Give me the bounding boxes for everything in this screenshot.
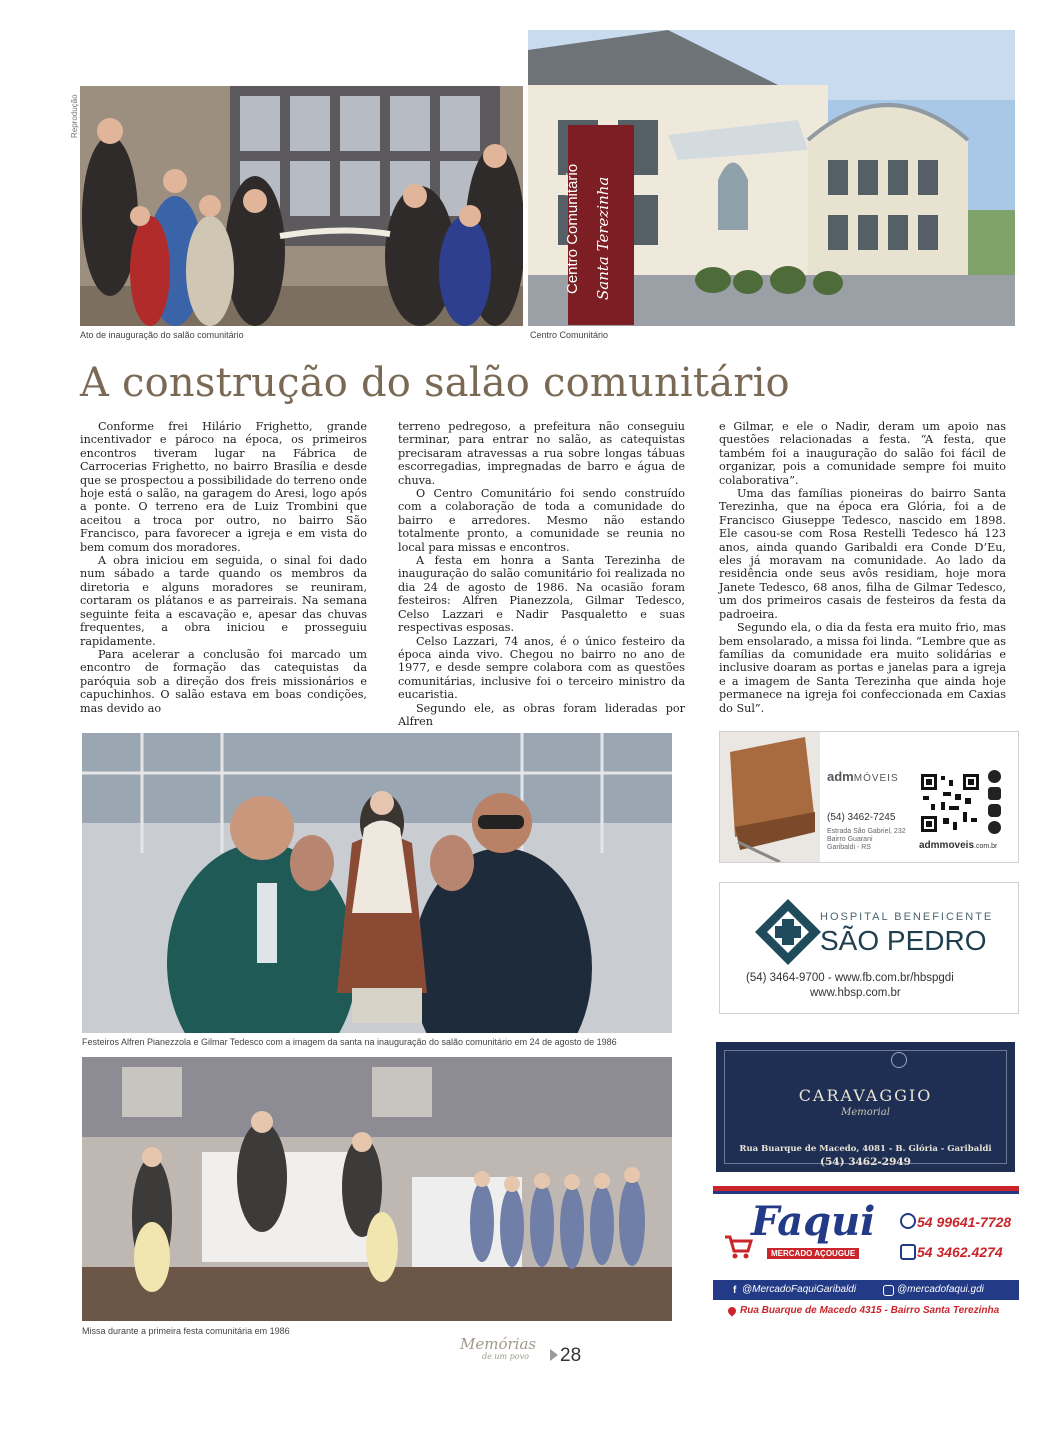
article-paragraph: Segundo ele, as obras foram lideradas por Alfren <box>398 701 685 728</box>
caravaggio-phone: (54) 3462-2949 <box>819 1156 911 1168</box>
whatsapp-icon[interactable] <box>988 770 1001 783</box>
adm-address-line-2: Bairro Guarani <box>827 836 873 843</box>
hospital-logo-icon <box>753 897 823 967</box>
article-paragraph: e Gilmar, e ele o Nadir, deram um apoio nas questões relacionadas a festa. “A festa, que também foi a inauguração do salão foi fácil de organizar, pois a comunidade sempre foi muito colaborativa”. <box>719 420 1006 487</box>
faqui-top-stripe-blue <box>713 1191 1019 1194</box>
adm-address-line-1: Estrada São Gabriel, 232 <box>827 828 906 835</box>
faqui-tag-mercado: MERCADO <box>771 1249 813 1258</box>
article-column-3 <box>719 420 1006 715</box>
faqui-market-ad[interactable] <box>713 1186 1019 1324</box>
adm-address-line-3: Garibaldi - RS <box>827 844 871 851</box>
caravaggio-title: CARAVAGGIO <box>798 1086 933 1105</box>
adm-brand-moveis: MÓVEIS <box>853 773 899 784</box>
faqui-tagline <box>767 1248 859 1259</box>
instagram-icon[interactable] <box>988 804 1001 817</box>
article-headline: A construção do salão comunitário <box>80 360 790 406</box>
article-paragraph: A obra iniciou em seguida, o sinal foi dado num sábado a tarde quando os membros da diretoria e alguns moradores se reuniram, cortaram os plátanos e as parreirais. Na semana seguinte feita a escavação e, apesar das chuvas frequentes, a obra iniciou e prosseguiu rapidamente. <box>80 554 367 648</box>
faqui-tag-acougue: AÇOUGUE <box>814 1249 856 1258</box>
adm-social-icons <box>988 770 1002 834</box>
faqui-phone[interactable]: 54 3462.4274 <box>917 1244 1003 1260</box>
article-paragraph: Celso Lazzari, 74 anos, é o único festeiro da época ainda vivo. Chegou no bairro no ano de 1977, e desde sempre colabora com as questões comunitárias, inclusive foi o terceiro ministro da eucaristia. <box>398 634 685 702</box>
festeiros-photo-illustration <box>82 733 672 1033</box>
community-center-sign-text-2: Santa Terezinha <box>594 176 612 300</box>
instagram-icon <box>883 1285 894 1296</box>
qr-code-icon <box>919 772 981 834</box>
caravaggio-memorial-ad[interactable] <box>716 1042 1015 1172</box>
faqui-instagram[interactable]: @mercadofaqui.gdi <box>897 1284 984 1295</box>
article-paragraph: Para acelerar a conclusão foi marcado um encontro de formação das catequistas da paróquia sob a direção dos freis missionários e capuchinhos. O salão estava em boas condições, mas devido ao <box>80 647 367 715</box>
hospital-contact-line-1: (54) 3464-9700 - www.fb.com.br/hbspgdi <box>746 972 954 984</box>
flower-icon <box>891 1052 907 1068</box>
article-paragraph: Segundo ela, o dia da festa era muito frio, mas bem ensolarado, a missa foi linda. “Lembre que as famílias da comunidade era muito solidárias e inclusive doaram as portas e janelas para a igreja e a imagem de Santa Terezinha que ainda hoje permanece na igreja foi confeccionada em Caxias do Sul”. <box>719 621 1006 715</box>
page-number: 28 <box>560 1345 582 1366</box>
article-paragraph: Conforme frei Hilário Frighetto, grande incentivador e pároco na época, os primeiros encontros tiveram lugar na Fábrica de Carrocerias Frighetto, no bairro Brasília e desde que se prospectou a possibilidade do terreno onde hoje está o salão, na garagem do Aresi, logo após a ponte. O terreno era de Luiz Trombini que aceitou a troca por outro, no bairro São Francisco, para favorecer a igreja e em vista do bem comum dos moradores. <box>80 420 367 554</box>
adm-moveis-ad[interactable] <box>719 731 1019 863</box>
facebook-icon: f <box>733 1285 737 1296</box>
hospital-website[interactable]: www.hbsp.com.br <box>810 987 901 999</box>
pinterest-icon[interactable] <box>988 821 1001 834</box>
faqui-whatsapp[interactable]: 54 99641-7728 <box>917 1214 1012 1230</box>
inauguration-photo-illustration <box>80 86 523 326</box>
hospital-name-line-1: HOSPITAL BENEFICENTE <box>820 911 994 923</box>
memorias-logo-line-2: de um povo <box>482 1352 529 1361</box>
inauguration-photo <box>80 86 523 326</box>
adm-phone: (54) 3462-7245 <box>827 812 896 823</box>
festeiros-photo-caption: Festeiros Alfren Pianezzola e Gilmar Tedesco com a imagem da santa na inauguração do salão comunitário em 24 de agosto de 1986 <box>82 1037 617 1047</box>
faqui-facebook[interactable]: @MercadoFaquiGaribaldi <box>742 1284 857 1295</box>
missa-photo-caption: Missa durante a primeira festa comunitária em 1986 <box>82 1326 290 1336</box>
faqui-address: Rua Buarque de Macedo 4315 - Bairro Santa Terezinha <box>740 1305 1000 1316</box>
phone-icon <box>900 1244 916 1260</box>
article-paragraph: terreno pedregoso, a prefeitura não conseguiu terminar, para entrar no salão, as catequistas precisaram atravessas a rua sobre longas tábuas escorregadias, impregnadas de barro e água de chuva. <box>398 420 685 487</box>
festeiros-photo <box>82 733 672 1033</box>
community-center-sign-text-1: Centro Comunitário <box>564 163 581 294</box>
article-paragraph: O Centro Comunitário foi sendo construído com a colaboração de toda a comunidade do bairro e arredores. Mesmo não estando totalmente pronto, a comunidade se reunia no local para missas e encontros. <box>398 487 685 554</box>
hospital-name-line-2: SÃO PEDRO <box>820 925 987 956</box>
faqui-brand: Faqui <box>751 1198 876 1245</box>
facebook-icon[interactable] <box>988 787 1001 800</box>
article-column-1 <box>80 420 367 715</box>
page-arrow-icon <box>550 1349 558 1361</box>
article-column-2 <box>398 420 685 728</box>
whatsapp-icon <box>900 1213 916 1229</box>
caravaggio-address: Rua Buarque de Macedo, 4081 - B. Glória - Garibaldi <box>739 1144 992 1154</box>
inauguration-photo-caption: Ato de inauguração do salão comunitário <box>80 330 244 340</box>
memorias-logo-line-1: Memórias <box>460 1335 537 1353</box>
hospital-sao-pedro-ad[interactable] <box>719 882 1019 1014</box>
community-center-caption: Centro Comunitário <box>530 330 609 340</box>
shopping-cart-icon <box>723 1231 753 1261</box>
adm-chair-image <box>720 732 820 862</box>
article-paragraph: Uma das famílias pioneiras do bairro Santa Terezinha, que na época era Glória, foi a de Francisco Giuseppe Tedesco, nascido em 1898. Ele casou-se com Rosa Restelli Tedesco há 123 anos, ainda quando Garibaldi era Conde D’Eu, eles já moravam na comunidade. Ao lado da residência onde seus avôs residiam, hoje mora Janete Tedesco, 68 anos, filha de Gilmar Tedesco, um dos primeiros casais de festeiros da festa da padroeira. <box>719 487 1006 621</box>
missa-photo <box>82 1057 672 1321</box>
community-center-photo <box>528 30 1015 326</box>
caravaggio-subtitle: Memorial <box>841 1107 890 1118</box>
photo-credit: Reprodução <box>70 94 79 138</box>
memorias-logo <box>460 1336 555 1372</box>
article-paragraph: A festa em honra a Santa Terezinha de inauguração do salão comunitário foi realizada no dia 24 de agosto de 1986. Na ocasião foram festeiros: Alfren Pianezzola, Gilmar Tedesco, Celso Lazzari e Nadir Pasqualetto e suas respectivas esposas. <box>398 554 685 635</box>
adm-brand-logo <box>827 769 899 784</box>
adm-website-tld: .com.br <box>974 843 998 850</box>
location-pin-icon <box>726 1305 737 1316</box>
adm-brand-adm: adm <box>827 769 854 784</box>
adm-website-main: admmoveis <box>919 840 975 851</box>
missa-photo-illustration <box>82 1057 672 1321</box>
adm-website[interactable] <box>919 840 997 851</box>
